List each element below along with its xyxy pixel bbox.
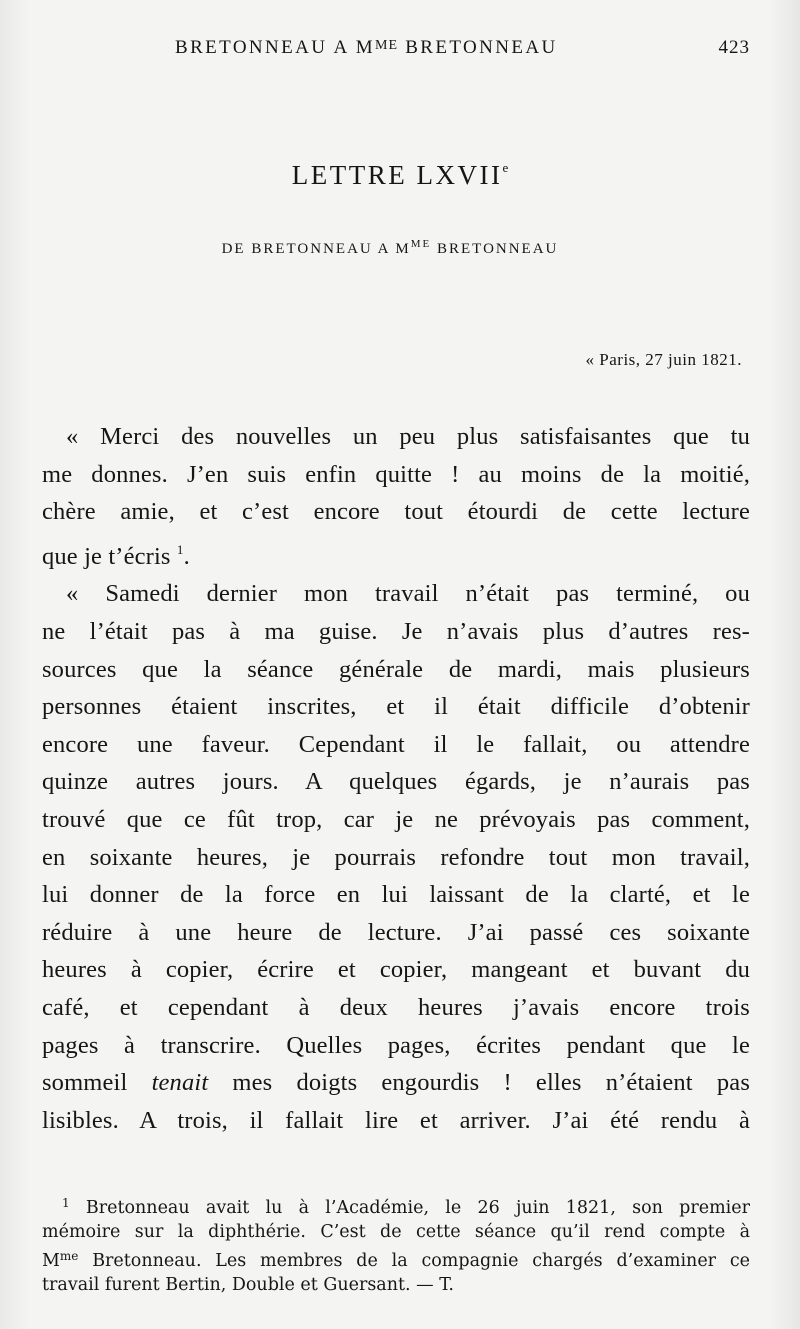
italic-word: tenait [151, 1069, 209, 1097]
body-line: chère amie, et c’est encore tout étourdi de cette lecture [42, 498, 750, 526]
footnote-line: $^1$ Bretonneau avait lu à l’Académie, le 26 juin 1821, son premier [62, 1196, 750, 1218]
running-head-title: BRETONNEAU A $M^{ME}$ BRETONNEAU [175, 37, 558, 58]
body-line: personnes étaient inscrites, et il était difficile d’obtenir [42, 693, 750, 721]
body-line: me donnes. J’en suis enfin quitte ! au moins de la moitié, [42, 460, 750, 488]
footnote-reference[interactable]: 1 [176, 541, 184, 557]
body-line: pages à transcrire. Quelles pages, écrites pendant que le [42, 1031, 750, 1059]
letter-body [42, 418, 750, 1139]
body-line: trouvé que ce fût trop, car je ne prévoyais pas comment, [42, 805, 750, 833]
letter-subtitle: DE BRETONNEAU A $M^{ME}$ BRETONNEAU [221, 238, 559, 257]
body-line: « Merci des nouvelles un peu plus satisfaisantes que tu [66, 423, 750, 450]
footnote-marker: 1 [62, 1196, 70, 1210]
body-line: « Samedi dernier mon travail n’était pas terminé, ou [66, 580, 750, 608]
body-line: ne l’était pas à ma guise. Je n’avais plus d’autres res- [42, 617, 750, 645]
footnote-line: mémoire sur la diphthérie. C’est de cette séance qu’il rend compte à [42, 1222, 750, 1242]
footnote-line: $M^{me}$ Bretonneau. Les membres de la compagnie chargés d’examiner ce [42, 1249, 750, 1271]
body-line: que je t’écris $^1$. [42, 541, 190, 570]
body-line: lisibles. A trois, il fallait lire et arriver. J’ai été rendu à [42, 1106, 750, 1134]
body-line: encore une faveur. Cependant il le fallait, ou attendre [42, 730, 750, 758]
page-number: 423 [718, 37, 750, 58]
letter-title: LETTRE LXVIIe [291, 160, 509, 190]
body-line: quinze autres jours. A quelques égards, je n’aurais pas [42, 768, 750, 796]
body-line: sources que la séance générale de mardi, mais plusieurs [42, 655, 750, 683]
body-line: sommeil tenait mes doigts engourdis ! elles n’étaient pas [42, 1069, 750, 1097]
body-line: en soixante heures, je pourrais refondre tout mon travail, [42, 843, 750, 871]
body-line: heures à copier, écrire et copier, mangeant et buvant du [42, 956, 750, 984]
body-line: réduire à une heure de lecture. J’ai passé ces soixante [42, 918, 750, 946]
footnote-line: travail furent Bertin, Double et Guersant. — T. [42, 1275, 454, 1295]
body-line: café, et cependant à deux heures j’avais encore trois [42, 993, 750, 1021]
body-line: lui donner de la force en lui laissant de la clarté, et le [42, 881, 750, 909]
running-head [175, 33, 750, 63]
dateline: « Paris, 27 juin 1821. [585, 350, 742, 369]
footnote [42, 1191, 750, 1297]
